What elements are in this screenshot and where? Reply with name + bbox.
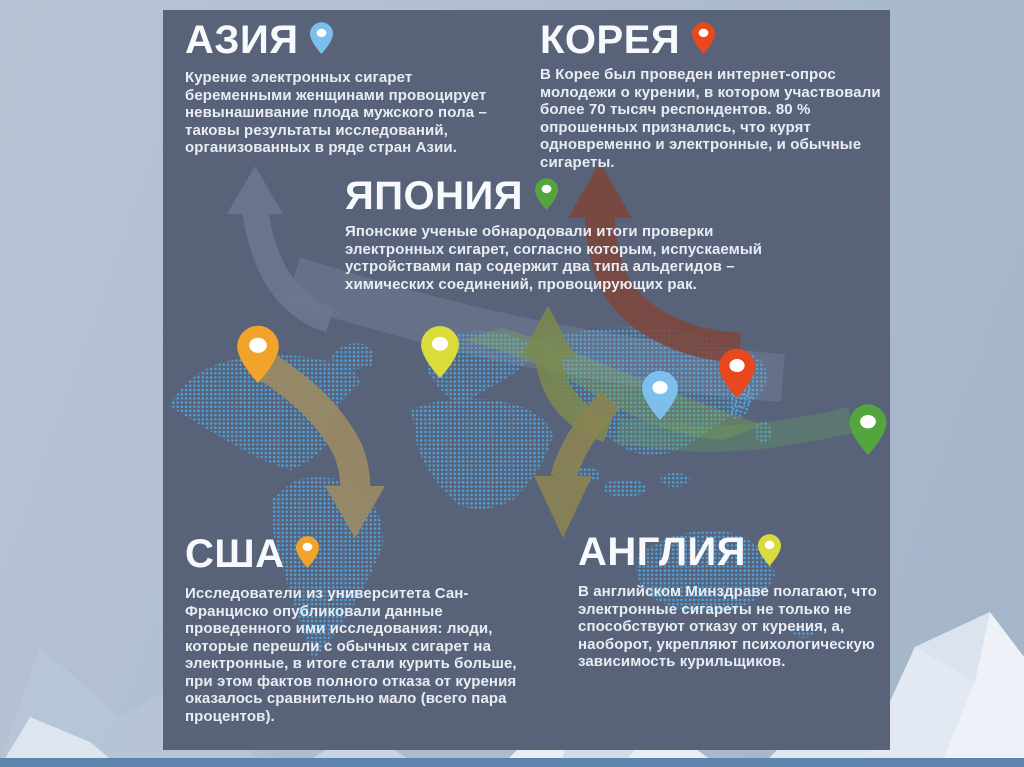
section-japan — [345, 176, 801, 293]
continent-greenland — [331, 343, 373, 369]
section-body-japan: Японские ученые обнародовали итоги проверки электронных сигарет, согласно которым, испускаемый устройствами пар содержит два типа альдегидов – химических соединений, провоцирующих рак. — [345, 223, 763, 293]
section-title-usa: США — [185, 532, 285, 576]
location-pin-icon — [296, 536, 319, 568]
location-pin-icon — [692, 22, 715, 54]
section-body-england: В английском Минздраве полагают, что электронные сигареты не только не способствуют отказу от курения, а, наоборот, укрепляют психологическую зависимость курильщиков. — [578, 583, 877, 670]
section-usa — [185, 534, 525, 725]
section-title-england: АНГЛИЯ — [578, 530, 747, 574]
location-pin-icon — [535, 178, 558, 210]
location-pin-icon — [758, 534, 781, 566]
location-pin-icon — [310, 22, 333, 54]
section-body-usa: Исследователи из университета Сан-Франциско опубликовали данные проведенного ими исследования: люди, которые перешли с обычных сигарет на электронные, в итоге стали курить больше, при этом фактов полного отказа от курения оказалось сравнительно мало (всего пара процентов). — [185, 585, 517, 725]
section-korea — [540, 20, 900, 171]
section-body-asia: Курение электронных сигарет беременными женщинами провоцирует невынашивание плода мужского пола – таковы результаты исследований, организованных в ряде стран Азии. — [185, 69, 487, 156]
infographic-panel — [163, 10, 890, 750]
continent-africa — [411, 398, 553, 509]
section-body-korea: В Корее был проведен интернет-опрос молодежи о курении, в котором участвовали более 70 тысяч респондентов. 80 % опрошенных признались, что курят одновременно и электронные, и обычные сигареты. — [540, 66, 881, 171]
section-title-korea: КОРЕЯ — [540, 18, 681, 62]
section-england — [578, 532, 902, 671]
bottom-strip — [0, 758, 1024, 767]
section-title-asia: АЗИЯ — [185, 18, 299, 62]
section-asia — [185, 20, 519, 157]
island — [603, 479, 647, 497]
section-title-japan: ЯПОНИЯ — [345, 174, 523, 218]
map-pin-japan-icon — [850, 404, 887, 455]
island — [660, 473, 690, 487]
